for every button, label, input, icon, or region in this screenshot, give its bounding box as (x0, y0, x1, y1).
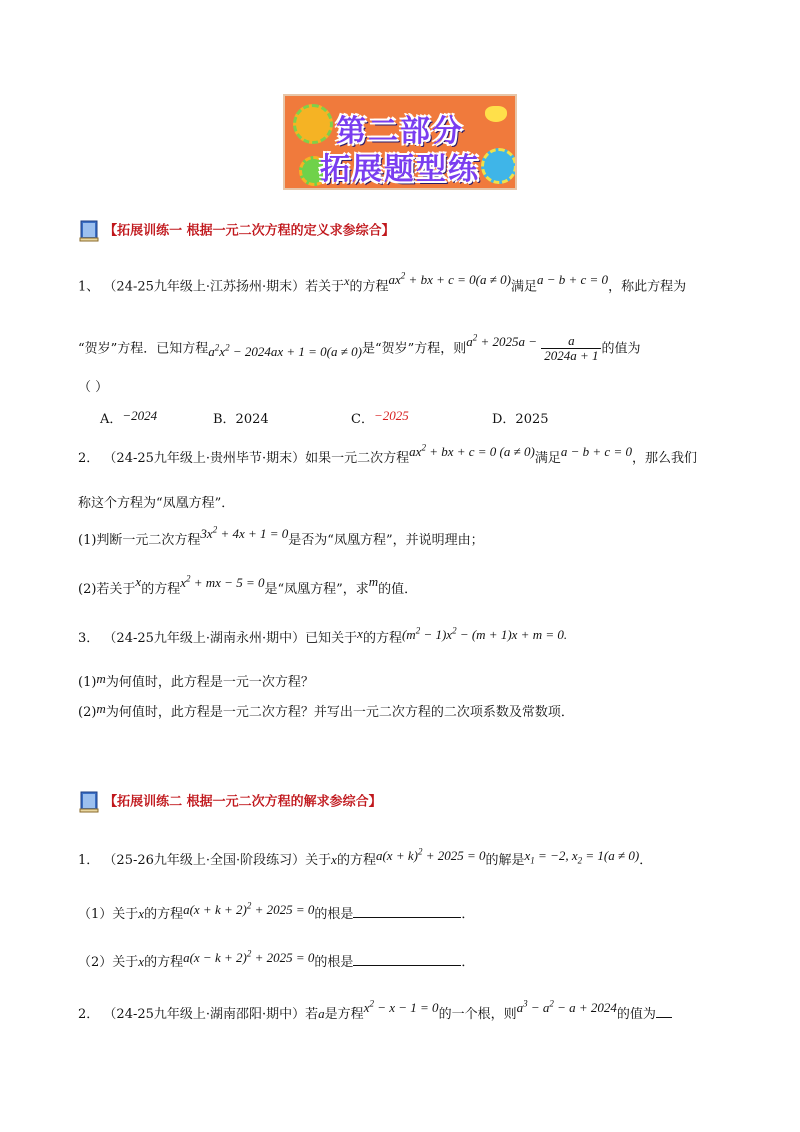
math-solution: $x_1 = -2$, $x_2 = 1(a \ne 0)$ (524, 848, 640, 866)
option-label: C． (351, 412, 374, 427)
math-var: x (357, 626, 363, 641)
question-number: 1． (78, 853, 100, 868)
section-1-heading (78, 219, 395, 243)
math-var: m (96, 701, 106, 716)
question-2-sub-2 (78, 573, 418, 597)
question-1-line-2 (78, 334, 641, 364)
book-icon (78, 790, 100, 814)
question-text: 的方程 (349, 279, 389, 295)
answer-blank[interactable] (656, 1005, 672, 1018)
question-text: 的解是 (485, 853, 525, 868)
question-text: 是“贺岁”方程，则 (361, 341, 467, 357)
question-text: （24-25九年级上·湖南永州·期中）已知关于 (103, 631, 358, 646)
math-var: x (135, 574, 142, 589)
question-2-sub-1 (78, 524, 484, 548)
question-text: 的方程 (362, 631, 402, 646)
question-3-sub-1 (78, 671, 314, 690)
option-b[interactable]: B．2024 (213, 412, 269, 427)
question-text: 为何值时，此方程是一元二次方程？并写出一元二次方程的二次项系数及常数项． (105, 705, 574, 720)
s2-question-2-line-1 (78, 998, 672, 1022)
math-var: x (138, 954, 145, 969)
question-1-line-1 (78, 271, 687, 295)
question-text: （24-25九年级上·贵州毕节·期末）如果一元二次方程 (103, 451, 410, 466)
s2-question-1-sub-1: （1）关于x的方程$a(x + k + 2)^2 + 2025 = 0$的根是 ． (78, 900, 475, 922)
question-text: 的方程 (144, 907, 184, 922)
question-text: 的根是 (314, 907, 354, 922)
question-2-line-2: 称这个方程为“凤凰方程”． (78, 496, 235, 511)
question-text: 是否为“凤凰方程”，并说明理由； (288, 533, 484, 548)
math-equation: $3x^2 + 4x + 1 = 0$ (200, 524, 289, 541)
question-text: ，称此方程为 (608, 279, 687, 295)
math-var: a (318, 1006, 325, 1021)
math-expression: $a^2 + 2025a$ − (466, 332, 538, 350)
math-var: x (331, 852, 337, 867)
math-equation: $ax^2$ + bx + c = 0(a ≠ 0) (388, 271, 511, 288)
math-equation: $x^2 - x - 1 = 0$ (363, 998, 439, 1015)
question-text: （24-25九年级上·江苏扬州·期末）若关于 (103, 279, 345, 295)
math-equation: $(m^2 - 1)x^2 - (m + 1)x + m = 0$. (401, 625, 568, 642)
banner-line-1: 第二部分 (336, 114, 464, 149)
question-1-paren: （ ） (78, 380, 109, 395)
question-3-sub-2 (78, 701, 574, 720)
question-text: 的方程 (144, 955, 184, 970)
question-text: ，那么我们 (631, 451, 697, 466)
section-2-title: 【拓展训练二 根据一元二次方程的解求参综合】 (104, 794, 382, 810)
option-a[interactable] (100, 408, 157, 427)
question-text: 的值为 (601, 341, 641, 357)
banner-line-2: 拓展题型练 (320, 152, 480, 187)
question-text: （1）关于 (78, 907, 139, 922)
question-text: 的一个根，则 (438, 1007, 517, 1022)
math-equation: $ax^2$ + bx + c = 0 (a ≠ 0) (409, 442, 535, 459)
question-text: （25-26九年级上·全国·阶段练习）关于 (103, 853, 332, 868)
math-fraction: $\frac{a}{2024a + 1}$ (541, 334, 601, 364)
question-text: 满足 (534, 451, 561, 466)
math-condition: a − b + c = 0 (560, 444, 632, 459)
question-3-line-1 (78, 627, 567, 646)
question-number: 3． (78, 631, 100, 646)
question-text: “贺岁”方程．已知方程 (78, 341, 209, 357)
s2-question-1-sub-2: （2）关于x的方程$a(x - k + 2)^2 + 2025 = 0$的根是 ． (78, 948, 475, 970)
question-text: 为何值时，此方程是一元一次方程？ (105, 675, 314, 690)
question-text: 满足 (510, 279, 537, 295)
question-text: 是“凤凰方程”，求 (264, 582, 369, 597)
question-label: (1) (78, 675, 97, 690)
math-equation: $x^2$ + mx − 5 = 0 (180, 573, 265, 590)
math-equation: $a(x + k + 2)^2 + 2025 = 0$ (183, 900, 315, 917)
question-text: 是方程 (324, 1007, 364, 1022)
math-var: x (344, 274, 350, 288)
question-text: 的方程 (336, 853, 376, 868)
option-c[interactable] (351, 408, 409, 427)
section-2-heading (78, 790, 382, 814)
section-1-title: 【拓展训练一 根据一元二次方程的定义求参综合】 (104, 223, 395, 239)
question-text: 的值． (378, 582, 418, 597)
math-var: x (138, 906, 145, 921)
option-value: −2024 (122, 408, 158, 423)
book-icon (78, 219, 100, 243)
question-label: (2) (78, 705, 97, 720)
question-text: ． (639, 853, 653, 868)
question-number: 2． (78, 451, 100, 466)
answer-blank[interactable] (353, 905, 461, 918)
math-var: m (96, 671, 106, 686)
question-number: 2． (78, 1007, 100, 1022)
question-text: 的值为 (616, 1007, 656, 1022)
math-var: m (368, 574, 379, 589)
question-number: 1、 (78, 279, 100, 295)
question-text: （2）关于 (78, 955, 139, 970)
question-text: 的方程 (141, 582, 181, 597)
s2-question-1-line-1 (78, 846, 653, 870)
section-banner (283, 94, 517, 190)
math-equation: $a(x - k + 2)^2 + 2025 = 0$ (183, 948, 315, 965)
option-d[interactable]: D．2025 (492, 412, 549, 427)
math-expression: $a^3 - a^2 - a + 2024$ (516, 998, 617, 1015)
question-text: (1)判断一元二次方程 (78, 533, 201, 548)
question-2-line-1 (78, 442, 697, 466)
question-text: （24-25九年级上·湖南邵阳·期中）若 (103, 1007, 319, 1022)
math-equation: $a(x + k)^2 + 2025 = 0$ (375, 846, 486, 863)
math-equation: $a^2x^2 - 2024ax + 1 = 0(a \ne 0)$ (208, 342, 362, 360)
answer-blank[interactable] (353, 953, 461, 966)
question-text: (2)若关于 (78, 582, 136, 597)
question-text: 的根是 (314, 955, 354, 970)
option-label: A． (100, 412, 123, 427)
option-value-answer: −2025 (373, 408, 409, 423)
math-condition: a − b + c = 0 (536, 272, 609, 288)
